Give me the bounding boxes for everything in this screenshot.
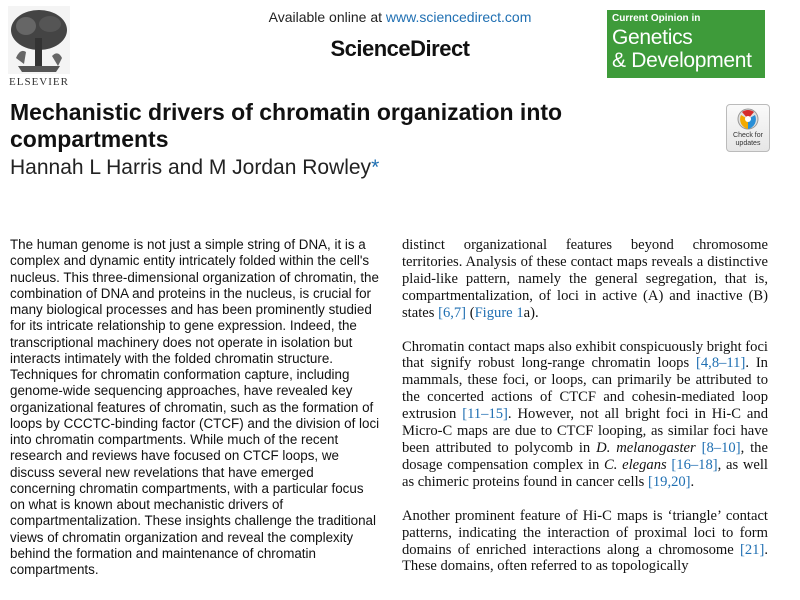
journal-name-line2: & Development bbox=[612, 49, 752, 72]
citation-link[interactable]: [6,7] bbox=[438, 304, 467, 321]
journal-name bbox=[612, 26, 752, 72]
sciencedirect-brand: ScienceDirect bbox=[330, 36, 470, 61]
species-name: D. melanogaster bbox=[596, 439, 696, 456]
article-authors bbox=[10, 156, 379, 180]
text-run: a). bbox=[523, 304, 539, 321]
citation-link[interactable]: [4,8–11] bbox=[696, 355, 746, 372]
species-name: C. elegans bbox=[604, 456, 667, 473]
article-title: Mechanistic drivers of chromatin organization into compartments bbox=[10, 99, 563, 152]
body-paragraph-1 bbox=[402, 237, 768, 322]
text-run: distinct organizational features beyond chromosome territories. Analysis of these contact maps reveals a distinctive plaid-like pattern, namely the general segregation, that is, compartmentalization, of loci in active (A) and inactive (B) states bbox=[402, 237, 768, 321]
text-run: . In mammals, these foci, or loops, can primarily be attributed to the concerted actions of CTCF and cohesin-mediated loop extrusion bbox=[402, 355, 768, 423]
text-run: , the dosage compensation complex in bbox=[402, 439, 768, 473]
body-paragraph-2 bbox=[402, 339, 768, 491]
crossmark-label-line2: updates bbox=[735, 140, 761, 147]
available-prefix: Available online at bbox=[268, 9, 386, 25]
check-for-updates-badge[interactable] bbox=[726, 104, 770, 152]
text-run: . However, not all bright foci in Hi-C and Micro-C maps are due to CTCF looping, as similar foci have been attributed to polycomb in bbox=[402, 406, 768, 456]
citation-link[interactable]: [21] bbox=[740, 541, 765, 558]
crossmark-icon bbox=[727, 107, 769, 133]
citation-link[interactable]: [11–15] bbox=[462, 406, 508, 423]
abstract-text: The human genome is not just a simple string of DNA, it is a complex and dynamic entity intricately folded within the cell's nucleus. This three-dimensional organization of chromatin, the combination of DNA and proteins in the nucleus, is crucial for many biological processes and has been prominently studied for its intricate relationship to gene expression. Indeed, the transcriptional machinery does not operate in isolation but interacts intimately with the folded chromatin structure. Techniques for chromatin conformation capture, including genome-wide sequencing approaches, have revealed key organizational features of chromatin, such as the formation of loops by CCCTC-binding factor (CTCF) and the division of loci into chromatin compartments. While much of the recent research and reviews have focused on CTCF loops, we discuss several new revelations that have emerged concerning chromatin compartments, with a particular focus on what is known about mechanistic drivers of compartmentalization. These insights challenge the traditional views of chromatin organization and reveal the complexity behind the formation and maintenance of chromatin compartments. bbox=[10, 237, 380, 577]
text-run: . These domains, often referred to as topologically bbox=[402, 541, 768, 575]
body-paragraph-3 bbox=[402, 508, 768, 576]
citation-link[interactable]: [19,20] bbox=[647, 473, 691, 490]
crossmark-label bbox=[727, 132, 769, 148]
publisher-name: ELSEVIER bbox=[9, 76, 69, 88]
author-names: Hannah L Harris and M Jordan Rowley bbox=[10, 156, 372, 179]
text-run: Another prominent feature of Hi-C maps is ‘triangle’ contact patterns, indicating the interaction of proximal loci to form domains of enriched interactions along a chromosome bbox=[402, 507, 768, 558]
journal-series: Current Opinion in bbox=[612, 13, 701, 24]
crossmark-label-line1: Check for bbox=[733, 132, 763, 139]
journal-logo bbox=[607, 10, 765, 78]
citation-link[interactable]: [16–18] bbox=[671, 456, 718, 473]
text-run: ( bbox=[466, 304, 475, 321]
body-text bbox=[402, 237, 768, 592]
figure-link[interactable]: Figure 1 bbox=[474, 304, 524, 321]
text-run: Chromatin contact maps also exhibit conspicuously bright foci that signify robust long-range chromatin loops bbox=[402, 338, 768, 372]
journal-name-line1: Genetics bbox=[612, 26, 693, 49]
corresponding-author-mark[interactable]: * bbox=[371, 156, 380, 179]
citation-link[interactable]: [8–10] bbox=[701, 439, 741, 456]
text-run: , as well as chimeric proteins found in cancer cells bbox=[402, 456, 768, 490]
sciencedirect-link[interactable]: www.sciencedirect.com bbox=[385, 9, 532, 25]
text-run: . bbox=[690, 473, 695, 490]
